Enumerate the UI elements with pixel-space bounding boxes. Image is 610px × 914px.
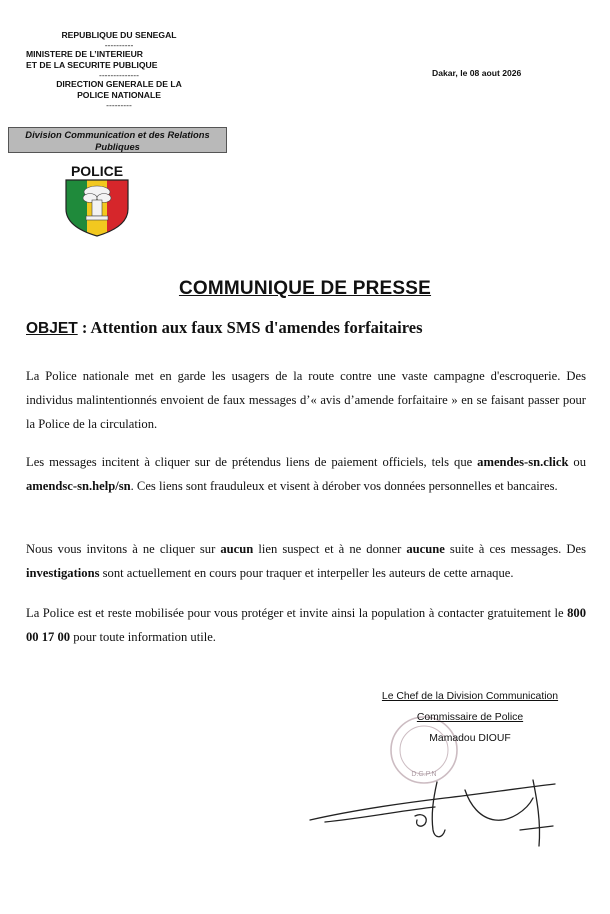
paragraph-1: La Police nationale met en garde les usagers de la route contre une vaste campagne d'escroquerie. Des individus malintentionnés envoient de faux messages d’« avis d’amende forfaitaire » en se faisant passer pour la Police de la circulation. xyxy=(26,369,586,431)
signatory-title: Le Chef de la Division Communication xyxy=(381,691,559,702)
paragraph-4 xyxy=(26,601,586,649)
header-institution-block xyxy=(8,30,230,109)
paragraph-2-text: . Ces liens sont frauduleux et visent à dérober vos données personnelles et bancaires. xyxy=(130,479,558,493)
ministry-line-2: ET DE LA SECURITE PUBLIQUE xyxy=(26,60,158,70)
paragraph-3-text: lien suspect et à ne donner xyxy=(253,542,407,556)
paragraph-4-text: La Police est et reste mobilisée pour vous protéger et invite ainsi la population à contacter gratuitement le xyxy=(26,606,568,620)
paragraph-3-text: suite à ces messages. Des xyxy=(444,542,586,556)
subject-text: Attention aux faux SMS d'amendes forfaitaires xyxy=(90,318,423,337)
paragraph-2-text: Les messages incitent à cliquer sur de prétendus liens de paiement officiels, tels que xyxy=(26,455,478,469)
paragraph-3 xyxy=(26,537,586,585)
separator: --------- xyxy=(106,100,132,110)
subject-line xyxy=(26,318,423,338)
signatory-name: Mamadou DIOUF xyxy=(429,733,511,744)
paragraph-2-text: ou xyxy=(568,455,587,469)
division-line-1: Division Communication et des Relations xyxy=(25,129,210,140)
fraud-link-2: amendsc-sn.help/sn xyxy=(26,479,131,493)
document-date: Dakar, le 08 aout 2026 xyxy=(432,68,522,78)
subject-colon: : xyxy=(77,318,91,337)
handwritten-signature xyxy=(305,760,565,855)
emphasis-aucun: aucun xyxy=(220,542,254,556)
division-line-2: Publiques xyxy=(95,141,140,152)
division-box xyxy=(8,127,227,153)
paragraph-3-text: sont actuellement en cours pour traquer et interpeller les auteurs de cette arnaque. xyxy=(99,566,514,580)
emphasis-investigations: investigations xyxy=(26,566,100,580)
document-title: COMMUNIQUE DE PRESSE xyxy=(178,278,432,299)
separator: -------------- xyxy=(98,70,140,80)
direction-line-2: POLICE NATIONALE xyxy=(77,90,161,100)
hotline-number: 800 00 17 00 xyxy=(26,606,586,644)
fraud-link-1: amendes-sn.click xyxy=(477,455,569,469)
ministry-line-1: MINISTERE DE L’INTERIEUR xyxy=(26,49,143,59)
paragraph-3-text: Nous vous invitons à ne cliquer sur xyxy=(26,542,221,556)
police-logo-text: POLICE xyxy=(70,163,124,179)
stamp-text: D.G.P.N xyxy=(411,771,437,778)
paragraph-4-text: pour toute information utile. xyxy=(70,630,216,644)
signature-block xyxy=(340,686,600,749)
emphasis-aucune: aucune xyxy=(406,542,445,556)
paragraph-2 xyxy=(26,450,586,498)
direction-line-1: DIRECTION GENERALE DE LA xyxy=(56,79,182,89)
police-logo xyxy=(58,163,136,237)
separator: ---------- xyxy=(104,40,134,50)
subject-label: OBJET xyxy=(26,320,78,337)
country-name: REPUBLIQUE DU SENEGAL xyxy=(61,30,177,40)
signatory-rank: Commissaire de Police xyxy=(416,712,524,723)
